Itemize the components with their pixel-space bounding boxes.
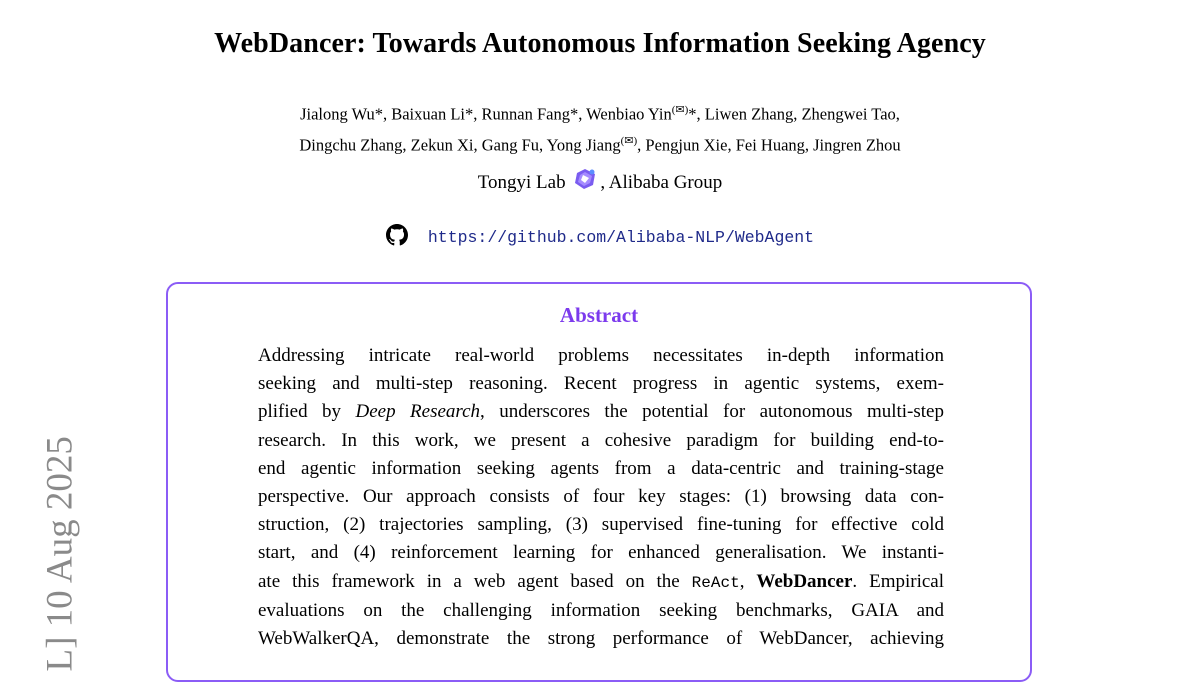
- github-link-row: [0, 224, 1200, 247]
- github-icon: [386, 224, 408, 246]
- abstract-line: evaluations on the challenging information seeking benchmarks, GAIA and: [258, 599, 944, 621]
- author-list: [0, 97, 1200, 158]
- abstract-line: Addressing intricate real-world problems necessitates in-depth information: [258, 345, 944, 366]
- envelope-mark: (✉): [671, 104, 689, 116]
- abstract-heading: Abstract: [559, 303, 639, 327]
- abstract-line: ate this framework in a web agent based on the ReAct, WebDancer. Empirical: [258, 570, 945, 592]
- abstract-line: plified by Deep Research, underscores the potential for autonomous multi-step: [258, 401, 944, 423]
- author-line-1: Jialong Wu*, Baixuan Li*, Runnan Fang*, Wenbiao Yin(✉)*, Liwen Zhang, Zhengwei Tao,: [300, 104, 900, 124]
- abstract-line: research. In this work, we present a cohesive paradigm for building end-to-: [258, 429, 944, 451]
- abstract-line: end agentic information seeking agents from a data-centric and training-stage: [258, 457, 944, 479]
- paper-title: WebDancer: Towards Autonomous Information Seeking Agency: [214, 28, 986, 59]
- abstract-line: struction, (2) trajectories sampling, (3) supervised fine-tuning for effective cold: [258, 514, 944, 536]
- author-line-2: Dingchu Zhang, Zekun Xi, Gang Fu, Yong Jiang(✉), Pengjun Xie, Fei Huang, Jingren Zhou: [299, 134, 901, 154]
- tongyi-logo-icon: [572, 168, 598, 190]
- github-url-link[interactable]: https://github.com/Alibaba-NLP/WebAgent: [427, 228, 815, 247]
- abstract-box: [166, 282, 1032, 682]
- envelope-mark: (✉): [620, 134, 638, 147]
- abstract-body: [258, 342, 944, 653]
- abstract-line: WebWalkerQA, demonstrate the strong performance of WebDancer, achieving: [258, 628, 944, 650]
- arxiv-stamp: L] 10 Aug 2025: [39, 436, 81, 672]
- abstract-line: perspective. Our approach consists of four key stages: (1) browsing data con-: [258, 486, 944, 508]
- affiliation: Tongyi Lab , Alibaba Group: [0, 168, 1200, 194]
- abstract-line: seeking and multi-step reasoning. Recent progress in agentic systems, exem-: [258, 373, 944, 395]
- abstract-line: start, and (4) reinforcement learning for enhanced generalisation. We instanti-: [258, 542, 944, 564]
